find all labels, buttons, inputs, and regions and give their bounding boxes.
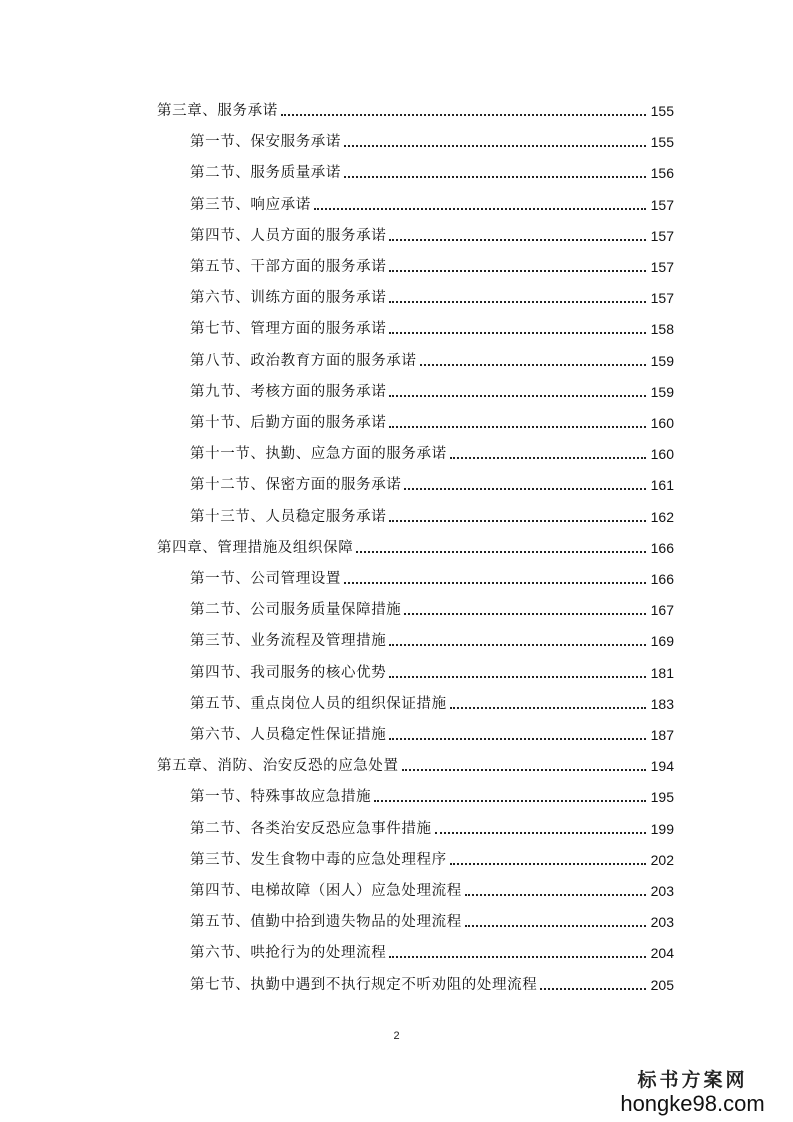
toc-leader-dots xyxy=(389,520,646,522)
toc-entry-title: 第十二节、保密方面的服务承诺 xyxy=(190,477,402,494)
toc-entry-page: 205 xyxy=(650,976,674,993)
toc-entry-title: 第四节、我司服务的核心优势 xyxy=(190,664,387,681)
toc-leader-dots xyxy=(281,114,646,116)
toc-entry-page: 159 xyxy=(650,383,674,400)
toc-section-entry[interactable] xyxy=(190,252,674,276)
toc-entry-title: 第五节、重点岗位人员的组织保证措施 xyxy=(190,695,447,712)
toc-section-entry[interactable] xyxy=(190,720,674,744)
toc-leader-dots xyxy=(389,738,646,740)
toc-entry-title: 第八节、政治教育方面的服务承诺 xyxy=(190,352,417,369)
toc-entry-title: 第六节、训练方面的服务承诺 xyxy=(190,290,387,307)
toc-section-entry[interactable] xyxy=(190,595,674,619)
toc-entry-title: 第二节、服务质量承诺 xyxy=(190,165,341,182)
toc-leader-dots xyxy=(450,707,646,709)
toc-section-entry[interactable] xyxy=(190,377,674,401)
toc-entry-page: 158 xyxy=(650,321,674,338)
toc-section-entry[interactable] xyxy=(190,190,674,214)
toc-entry-title: 第二节、公司服务质量保障措施 xyxy=(190,602,402,619)
toc-entry-title: 第一节、保安服务承诺 xyxy=(190,134,341,151)
toc-entry-title: 第四节、人员方面的服务承诺 xyxy=(190,227,387,244)
toc-leader-dots xyxy=(389,301,646,303)
toc-entry-page: 166 xyxy=(650,539,674,556)
toc-entry-page: 187 xyxy=(650,727,674,743)
toc-chapter-entry[interactable] xyxy=(157,533,674,557)
toc-section-entry[interactable] xyxy=(190,283,674,307)
toc-chapter-entry[interactable] xyxy=(157,96,674,120)
toc-entry-title: 第六节、人员稳定性保证措施 xyxy=(190,727,387,743)
toc-leader-dots xyxy=(435,832,646,834)
toc-section-entry[interactable] xyxy=(190,626,674,650)
toc-leader-dots xyxy=(420,364,647,366)
toc-leader-dots xyxy=(314,208,646,210)
toc-entry-title: 第五章、消防、治安反恐的应急处置 xyxy=(157,758,399,775)
toc-section-entry[interactable] xyxy=(190,938,674,962)
toc-section-entry[interactable] xyxy=(190,845,674,869)
toc-chapter-entry[interactable] xyxy=(157,751,674,775)
toc-section-entry[interactable] xyxy=(190,439,674,463)
toc-leader-dots xyxy=(344,582,646,584)
toc-entry-title: 第十三节、人员稳定服务承诺 xyxy=(190,508,387,525)
toc-section-entry[interactable] xyxy=(190,314,674,338)
toc-entry-page: 160 xyxy=(650,415,674,431)
toc-section-entry[interactable] xyxy=(190,689,674,713)
toc-section-entry[interactable] xyxy=(190,346,674,370)
toc-entry-title: 第七节、管理方面的服务承诺 xyxy=(190,321,387,338)
toc-leader-dots xyxy=(450,863,646,865)
toc-entry-title: 第一节、特殊事故应急措施 xyxy=(190,789,372,806)
toc-entry-page: 157 xyxy=(650,290,674,307)
toc-entry-page: 167 xyxy=(650,602,674,619)
toc-section-entry[interactable] xyxy=(190,782,674,806)
toc-entry-page: 169 xyxy=(650,633,674,650)
toc-leader-dots xyxy=(404,613,646,615)
toc-entry-page: 199 xyxy=(650,820,674,837)
toc-entry-title: 第十节、后勤方面的服务承诺 xyxy=(190,415,387,431)
toc-leader-dots xyxy=(450,457,646,459)
toc-section-entry[interactable] xyxy=(190,470,674,494)
toc-entry-page: 202 xyxy=(650,851,674,868)
toc-entry-page: 160 xyxy=(650,446,674,463)
toc-leader-dots xyxy=(356,551,646,553)
toc-leader-dots xyxy=(389,332,646,334)
toc-section-entry[interactable] xyxy=(190,907,674,931)
site-watermark xyxy=(610,1068,775,1116)
toc-entry-page: 161 xyxy=(650,477,674,494)
toc-entry-page: 159 xyxy=(650,352,674,369)
toc-entry-title: 第三章、服务承诺 xyxy=(157,103,278,119)
toc-section-entry[interactable] xyxy=(190,221,674,245)
toc-section-entry[interactable] xyxy=(190,127,674,151)
toc-entry-title: 第九节、考核方面的服务承诺 xyxy=(190,383,387,400)
watermark-url: hongke98.com xyxy=(620,1091,765,1116)
toc-leader-dots xyxy=(344,176,646,178)
watermark-site-name: 标书方案网 xyxy=(637,1069,748,1091)
toc-section-entry[interactable] xyxy=(190,158,674,182)
toc-leader-dots xyxy=(389,239,646,241)
toc-entry-page: 204 xyxy=(650,945,674,962)
toc-leader-dots xyxy=(374,800,646,802)
toc-entry-title: 第五节、干部方面的服务承诺 xyxy=(190,259,387,275)
toc-entry-page: 157 xyxy=(650,259,674,275)
toc-section-entry[interactable] xyxy=(190,876,674,900)
toc-leader-dots xyxy=(389,270,646,272)
toc-entry-title: 第四节、电梯故障（困人）应急处理流程 xyxy=(190,883,462,899)
toc-leader-dots xyxy=(402,769,646,771)
toc-entry-title: 第六节、哄抢行为的处理流程 xyxy=(190,945,387,962)
toc-leader-dots xyxy=(389,956,646,958)
toc-entry-page: 203 xyxy=(650,914,674,931)
toc-entry-page: 156 xyxy=(650,165,674,182)
toc-entry-title: 第三节、业务流程及管理措施 xyxy=(190,633,387,650)
toc-entry-title: 第三节、响应承诺 xyxy=(190,196,311,213)
toc-entry-title: 第四章、管理措施及组织保障 xyxy=(157,539,354,556)
toc-section-entry[interactable] xyxy=(190,814,674,838)
toc-entry-page: 183 xyxy=(650,695,674,712)
toc-section-entry[interactable] xyxy=(190,658,674,682)
toc-entry-title: 第二节、各类治安反恐应急事件措施 xyxy=(190,820,432,837)
toc-leader-dots xyxy=(465,925,646,927)
toc-section-entry[interactable] xyxy=(190,970,674,994)
toc-leader-dots xyxy=(389,426,646,428)
toc-leader-dots xyxy=(540,988,646,990)
toc-entry-title: 第三节、发生食物中毒的应急处理程序 xyxy=(190,851,447,868)
toc-entry-page: 155 xyxy=(650,134,674,151)
page-number: 2 xyxy=(393,1030,400,1042)
toc-entry-title: 第七节、执勤中遇到不执行规定不听劝阻的处理流程 xyxy=(190,976,538,993)
toc-section-entry[interactable] xyxy=(190,564,674,588)
toc-entry-page: 195 xyxy=(650,789,674,806)
toc-entry-page: 162 xyxy=(650,508,674,525)
toc-section-entry[interactable] xyxy=(190,502,674,526)
toc-entry-title: 第五节、值勤中拾到遗失物品的处理流程 xyxy=(190,914,462,931)
toc-entry-page: 157 xyxy=(650,196,674,213)
toc-leader-dots xyxy=(389,676,646,678)
toc-entry-title: 第一节、公司管理设置 xyxy=(190,571,341,587)
toc-leader-dots xyxy=(404,488,646,490)
toc-entry-page: 181 xyxy=(650,664,674,681)
toc-entry-page: 155 xyxy=(650,103,674,119)
toc-entry-page: 166 xyxy=(650,571,674,587)
toc-leader-dots xyxy=(465,894,646,896)
toc-leader-dots xyxy=(389,644,646,646)
toc-entry-page: 157 xyxy=(650,227,674,244)
toc-entry-title: 第十一节、执勤、应急方面的服务承诺 xyxy=(190,446,447,463)
toc-leader-dots xyxy=(344,145,646,147)
toc-leader-dots xyxy=(389,395,646,397)
toc-section-entry[interactable] xyxy=(190,408,674,432)
toc-entry-page: 194 xyxy=(650,758,674,775)
toc-entry-page: 203 xyxy=(650,883,674,899)
